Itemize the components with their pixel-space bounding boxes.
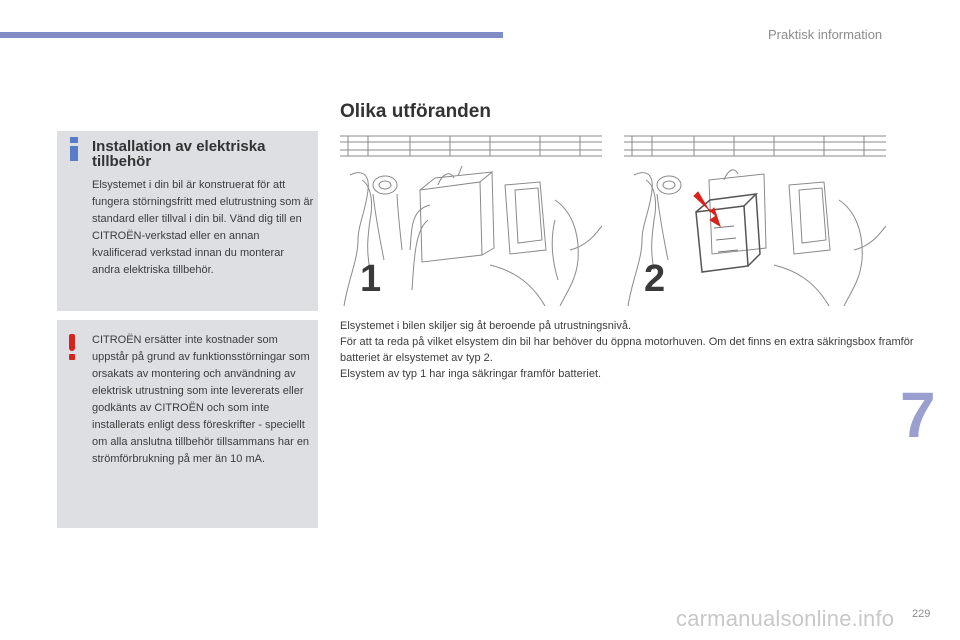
engine-bay-figure-2	[624, 130, 886, 306]
section-title: Praktisk information	[768, 27, 883, 42]
info-box-title: Installation av elektriska tillbehör	[92, 138, 266, 170]
warning-box	[57, 320, 318, 528]
figure-number: 2	[644, 258, 666, 300]
warning-exclamation-icon	[68, 334, 76, 360]
description-paragraph: För att ta reda på vilket elsystem din bil har behöver du öppna motorhuven. Om det finns en extra säkringsbox framför batteriet är elsystemet av typ 2.	[340, 336, 914, 364]
engine-bay-figure-1	[340, 130, 602, 306]
info-box	[57, 131, 318, 311]
warning-box-text: CITROËN ersätter inte kostnader som uppstår på grund av funktionsstörningar som orsakats av montering och användning av elektrisk utrustning som inte levererats eller godkänts av CITROËN och som inte installerats enligt dess föreskrifter - speciellt om alla anslutna tillbehör tillsammans har en strömförbrukning på mer än 10 mA.	[92, 334, 310, 465]
info-icon	[70, 137, 78, 161]
watermark: carmanualsonline.info	[676, 606, 895, 631]
main-heading: Olika utföranden	[340, 101, 491, 122]
header-accent-bar	[0, 32, 503, 38]
description-paragraph: Elsystem av typ 1 har inga säkringar framför batteriet.	[340, 368, 602, 380]
figure-number: 1	[360, 258, 382, 300]
page-number: 229	[912, 608, 931, 620]
description-paragraph: Elsystemet i bilen skiljer sig åt beroende på utrustningsnivå.	[340, 320, 632, 332]
info-box-text: Elsystemet i din bil är konstruerat för att fungera störningsfritt med elutrustning som är standard eller tillval i din bil. Vänd dig till en CITROËN-verkstad eller en annan kvalificerad verkstad innan du monterar andra elektriska tillbehör.	[92, 179, 314, 276]
description	[340, 318, 920, 382]
chapter-number: 7	[900, 379, 936, 451]
